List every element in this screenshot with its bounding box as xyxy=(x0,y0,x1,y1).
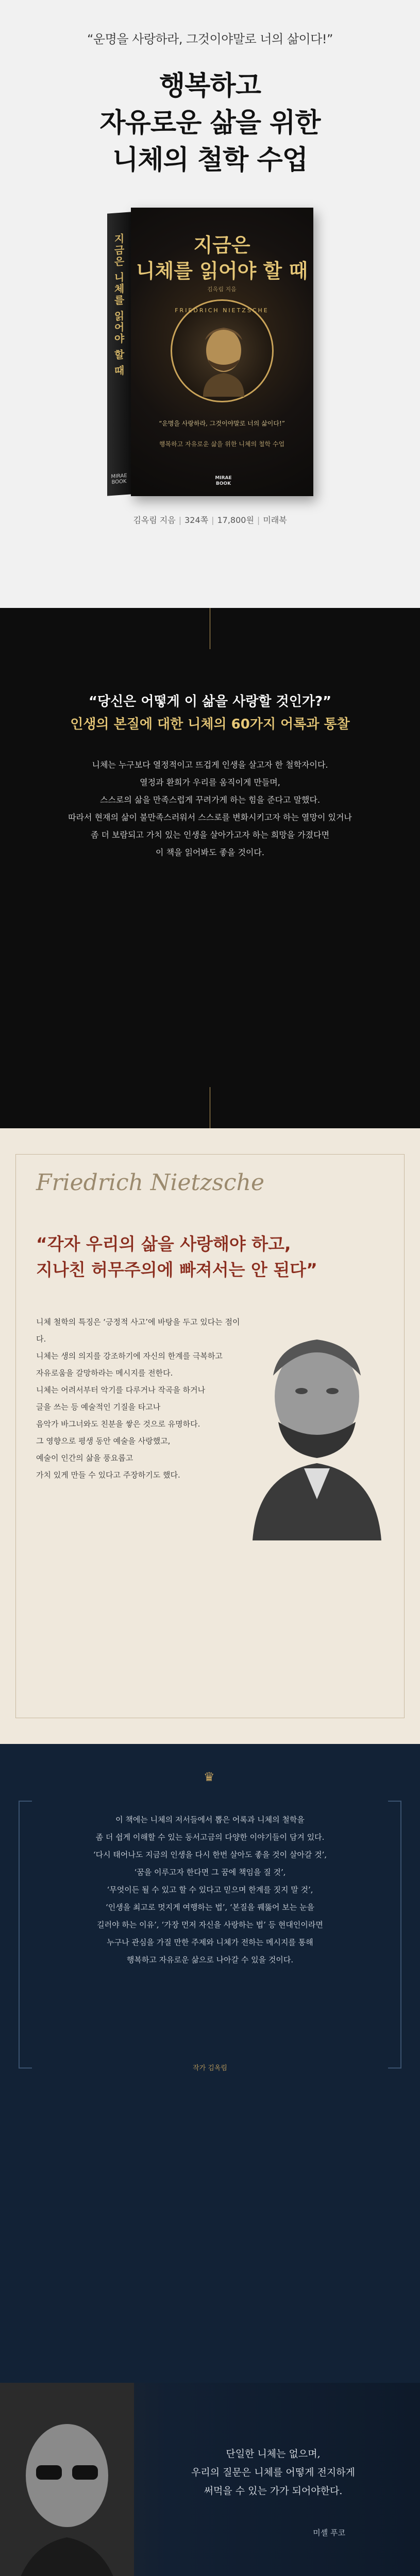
book-spine xyxy=(107,212,131,496)
panel-quote xyxy=(155,2445,392,2500)
intro-subtitle: 인생의 본질에 대한 니체의 60가지 어록과 통찰 xyxy=(70,717,350,732)
quote-line: 누구나 관심을 가질 만한 주제와 니체가 전하는 메시지를 통해 xyxy=(107,1938,313,1947)
body-line: 니체는 어려서부터 악기를 다루거나 작곡을 하거나 xyxy=(36,1385,206,1395)
headline-line: “각자 우리의 삶을 사랑해야 하고, xyxy=(36,1234,291,1254)
intro-line: 스스로의 삶을 만족스럽게 꾸려가게 하는 힘을 준다고 말했다. xyxy=(99,795,321,805)
nietzsche-signature: Friedrich Nietzsche xyxy=(36,1170,264,1196)
cover-author: 김옥림 지음 xyxy=(207,286,237,293)
hero-quote: “운명을 사랑하라, 그것이야말로 너의 삶이다!” xyxy=(87,32,333,46)
quote-line: ‘다시 태어나도 지금의 인생을 다시 한번 살아도 좋을 것이 살아갈 것’, xyxy=(93,1850,327,1859)
author-quote xyxy=(41,1811,379,1969)
intro-section xyxy=(0,608,420,1128)
intro-line: 니체는 누구보다 열정적이고 뜨겁게 인생을 살고자 한 철학자이다. xyxy=(92,760,328,770)
body-line: 니체 철학의 특징은 ‘긍정적 사고’에 바탕을 두고 있다는 점이다. xyxy=(36,1317,240,1344)
quote-line: ‘꿈을 이루고자 한다면 그 꿈에 책임을 질 것’, xyxy=(134,1868,286,1877)
foucault-quote-panel xyxy=(0,2383,420,2576)
quote-line: ‘무엇이든 될 수 있고 할 수 있다고 믿으며 한계를 짓지 말 것’, xyxy=(107,1885,313,1894)
cover-publisher-logo: MIRAE BOOK xyxy=(215,476,232,486)
nietzsche-portrait-image xyxy=(242,1324,392,1540)
intro-question: “당신은 어떻게 이 삶을 사랑할 것인가?” xyxy=(88,694,332,709)
spine-title: 지금은 니체를 읽어야 할 때 xyxy=(112,233,125,377)
meta-publisher: 미래북 xyxy=(263,515,287,525)
body-line: 예술이 인간의 삶을 풍요롭고 xyxy=(36,1453,133,1463)
body-line: 음악가 바그너와도 친분을 쌓은 것으로 유명하다. xyxy=(36,1419,200,1429)
panel-attribution: 미셸 푸코 xyxy=(313,2528,345,2537)
author-quote-section xyxy=(0,1744,420,2383)
hero-headline xyxy=(0,67,420,179)
book-meta: 김옥림 지음 | 324쪽 | 17,800원 | 미래북 xyxy=(133,515,287,525)
nietzsche-portrait-icon xyxy=(193,319,255,397)
body-line: 그 영향으로 평생 동안 예술을 사랑했고, xyxy=(36,1436,171,1446)
book-cover-image xyxy=(107,208,313,496)
spine-publisher: MIRAE BOOK xyxy=(110,472,127,486)
cover-title-line2: 니체를 읽어야 할 때 xyxy=(136,260,308,282)
intro-line: 열정과 환희가 우리를 움직이게 만들며, xyxy=(140,777,280,787)
cover-subtitle: 행복하고 자유로운 삶을 위한 니체의 철학 수업 xyxy=(159,440,285,448)
meta-author: 김옥림 지음 xyxy=(133,515,176,525)
intro-line: 좀 더 보람되고 가치 있는 인생을 살아가고자 하는 희망을 가졌다면 xyxy=(90,830,330,840)
cover-quote: “운명을 사랑하라, 그것이야말로 너의 삶이다!” xyxy=(159,420,285,427)
headline-line: 지나친 허무주의에 빠져서는 안 된다” xyxy=(36,1260,317,1280)
nietzsche-medallion xyxy=(171,299,274,402)
hero-section xyxy=(0,0,420,608)
intro-body xyxy=(0,756,420,861)
intro-line: 이 책을 읽어봐도 좋을 것이다. xyxy=(156,848,264,857)
intro-line: 따라서 현재의 삶이 불만족스러워서 스스로를 변화시키고자 하는 열망이 있거나 xyxy=(68,812,352,822)
cover-title-line1: 지금은 xyxy=(193,234,250,257)
quote-author: 작가 김옥림 xyxy=(193,2064,227,2072)
body-line: 자유로움을 갈망하라는 메시지를 전한다. xyxy=(36,1368,173,1378)
meta-pages: 324쪽 xyxy=(184,515,209,525)
philosophy-headline xyxy=(36,1231,387,1283)
body-line: 니체는 생의 의지를 강조하기에 자신의 한계를 극복하고 xyxy=(36,1351,223,1361)
body-line: 가치 있게 만들 수 있다고 주장하기도 했다. xyxy=(36,1470,180,1480)
body-line: 글을 쓰는 등 예술적인 기질을 타고나 xyxy=(36,1402,161,1412)
right-bracket xyxy=(388,1801,401,2069)
quote-line: 이 책에는 니체의 저서들에서 뽑은 어록과 니체의 철학을 xyxy=(115,1815,305,1824)
quote-line: ‘인생을 최고로 멋지게 여행하는 법’, ‘본질을 꿰뚫어 보는 눈을 xyxy=(106,1903,314,1912)
panel-line: 우리의 질문은 니체를 어떻게 전지하게 xyxy=(191,2467,355,2478)
headline-line: 니체의 철학 수업 xyxy=(112,145,308,176)
philosophy-body xyxy=(36,1314,242,1484)
medallion-text: FRIEDRICH NIETZSCHE xyxy=(175,307,269,314)
philosophy-section xyxy=(0,1128,420,1744)
quote-line: 행복하고 자유로운 삶으로 나아갈 수 있을 것이다. xyxy=(126,1955,294,1964)
left-bracket xyxy=(19,1801,32,2069)
panel-line: 단일한 니체는 없으며, xyxy=(226,2448,321,2460)
quote-line: 길러야 하는 이유’, ‘가장 먼저 자신을 사랑하는 법’ 등 현대인이라면 xyxy=(97,1920,323,1929)
meta-price: 17,800원 xyxy=(217,515,254,525)
headline-line: 행복하고 xyxy=(159,71,261,101)
quote-line: 좀 더 쉽게 이해할 수 있는 동서고금의 다양한 이야기들이 담겨 있다. xyxy=(95,1833,325,1842)
foucault-portrait-image xyxy=(0,2383,134,2576)
panel-line: 써먹을 수 있는 가가 되어야한다. xyxy=(204,2485,343,2497)
crown-icon: ♛ xyxy=(204,1770,215,1784)
headline-line: 자유로운 삶을 위한 xyxy=(99,108,321,139)
book-front-cover xyxy=(131,208,313,496)
